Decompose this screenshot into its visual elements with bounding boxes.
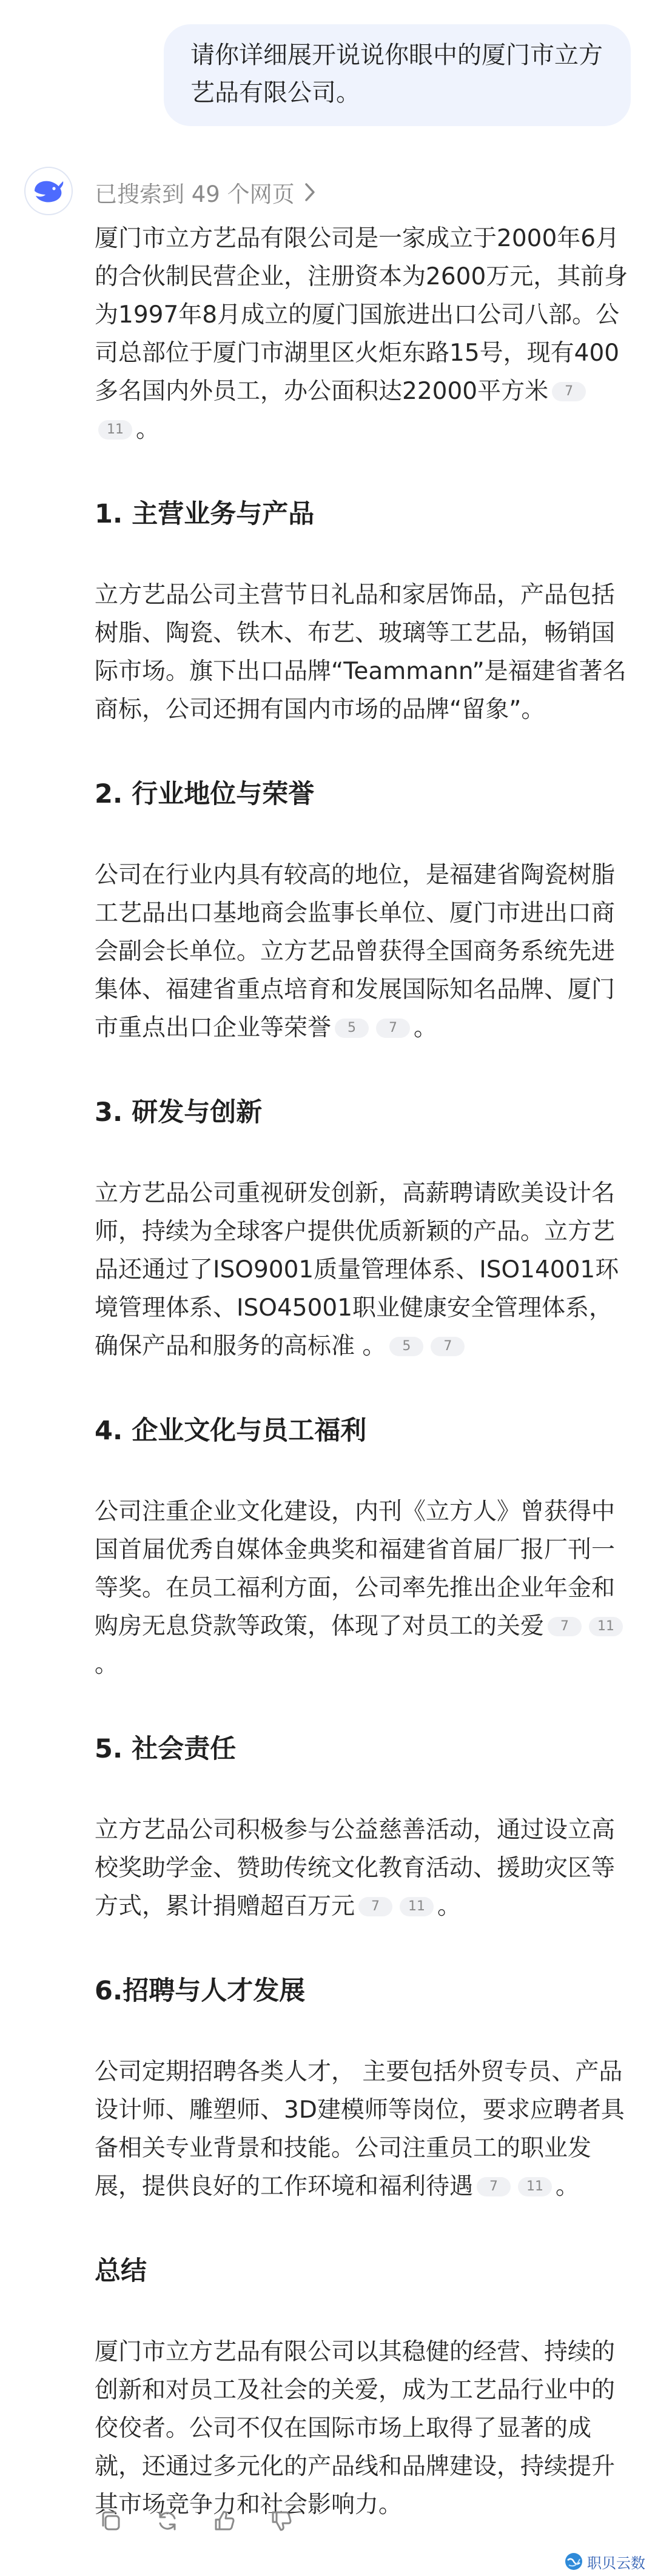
- citation-badge[interactable]: 11: [98, 420, 132, 440]
- chevron-right-icon: [303, 182, 317, 202]
- user-message-bubble: [164, 24, 631, 126]
- thumbs-up-button[interactable]: [209, 2506, 240, 2538]
- regenerate-button[interactable]: [152, 2506, 183, 2538]
- section-heading: 4. 企业文化与员工福利: [95, 1416, 367, 1446]
- paragraph-text: 厦门市立方艺品有限公司以其稳健的经营、持续的创新和对员工及社会的关爱，成为工艺品行业中的佼佼者。公司不仅在国际市场上取得了显著的成就，还通过多元化的产品线和品牌建设，持续提升其市场竞争力和社会影响力。: [95, 2338, 616, 2518]
- citation-badge[interactable]: 7: [431, 1337, 465, 1356]
- section-heading: 6.招聘与人才发展: [95, 1976, 306, 2006]
- search-results-toggle[interactable]: [95, 177, 317, 207]
- paragraph-tail: 。: [95, 1651, 119, 1678]
- citation-badge[interactable]: 7: [376, 1019, 410, 1038]
- message-actions: [95, 2504, 297, 2540]
- copy-button[interactable]: [95, 2506, 126, 2538]
- citation-badge[interactable]: 11: [518, 2177, 552, 2196]
- citation-badge[interactable]: 5: [335, 1019, 369, 1038]
- paragraph-tail: 。: [414, 1014, 438, 1042]
- paragraph-text: 公司定期招聘各类人才， 主要包括外贸专员、产品设计师、雕塑师、3D建模师等岗位，要求应聘者具备相关专业背景和技能。公司注重员工的职业发展，提供良好的工作环境和福利待遇: [95, 2058, 625, 2200]
- answer-paragraph: [95, 2053, 628, 2206]
- section-heading: 2. 行业地位与荣誉: [95, 779, 315, 809]
- paragraph-text: 立方艺品公司主营节日礼品和家居饰品，产品包括树脂、陶瓷、铁木、布艺、玻璃等工艺品，畅销国际市场。旗下出口品牌“Teammann”是福建省著名商标，公司还拥有国内市场的品牌“留象”。: [95, 581, 626, 723]
- citation-badge[interactable]: 7: [548, 1617, 582, 1636]
- assistant-avatar: [24, 167, 73, 215]
- section-heading: 1. 主营业务与产品: [95, 499, 315, 529]
- watermark-text: 职贝云数: [587, 2554, 645, 2572]
- citation-badge[interactable]: 11: [589, 1617, 623, 1636]
- paragraph-text: 立方艺品公司积极参与公益慈善活动，通过设立高校奖助学金、赞助传统文化教育活动、援助灾区等方式，累计捐赠超百万元: [95, 1816, 616, 1920]
- thumbs-down-button[interactable]: [266, 2506, 297, 2538]
- answer-paragraph: [95, 1811, 628, 1925]
- answer-paragraph: [95, 1174, 628, 1365]
- citation-badge[interactable]: 7: [358, 1897, 392, 1916]
- regenerate-icon: [155, 2509, 180, 2535]
- citation-badge[interactable]: 7: [477, 2177, 511, 2196]
- paragraph-tail: 。: [556, 2173, 580, 2200]
- answer-paragraph: [95, 2333, 628, 2524]
- whale-logo-icon: [32, 178, 65, 204]
- globe-logo-icon: [564, 2552, 583, 2571]
- watermark: [564, 2549, 645, 2574]
- copy-icon: [98, 2509, 123, 2535]
- paragraph-text: 厦门市立方艺品有限公司是一家成立于2000年6月的合伙制民营企业，注册资本为2600万元，其前身为1997年8月成立的厦门国旅进出口公司八部。公司总部位于厦门市湖里区火炬东路15号，现有400多名国内外员工，办公面积达22000平方米: [95, 225, 628, 405]
- citation-badge[interactable]: 11: [400, 1897, 434, 1916]
- citation-badge[interactable]: 5: [389, 1337, 423, 1356]
- paragraph-text: 公司在行业内具有较高的地位，是福建省陶瓷树脂工艺品出口基地商会监事长单位、厦门市进出口商会副会长单位。立方艺品曾获得全国商务系统先进集体、福建省重点培育和发展国际知名品牌、厦门市重点出口企业等荣誉: [95, 861, 616, 1042]
- section-heading: 3. 研发与创新: [95, 1097, 263, 1128]
- user-message-text: 请你详细展开说说你眼中的厦门市立方艺品有限公司。: [190, 41, 603, 107]
- paragraph-tail: 。: [136, 416, 160, 443]
- paragraph-text: 立方艺品公司重视研发创新，高薪聘请欧美设计名师，持续为全球客户提供优质新颖的产品。立方艺品还通过了ISO9001质量管理体系、ISO14001环境管理体系、ISO45001职业健康安全管理体系，确保产品和服务的高标准 。: [95, 1180, 619, 1360]
- answer-paragraph: [95, 856, 628, 1047]
- citation-badge[interactable]: 7: [552, 382, 586, 401]
- thumbs-down-icon: [269, 2509, 294, 2535]
- search-status-text: 已搜索到 49 个网页: [95, 181, 295, 207]
- assistant-answer: [95, 219, 628, 2571]
- section-heading: 5. 社会责任: [95, 1734, 237, 1764]
- paragraph-tail: 。: [437, 1893, 462, 1920]
- answer-paragraph: [95, 1493, 628, 1684]
- answer-paragraph: [95, 219, 628, 449]
- thumbs-up-icon: [212, 2509, 237, 2535]
- paragraph-text: 公司注重企业文化建设，内刊《立方人》曾获得中国首届优秀自媒体金典奖和福建省首届厂报厂刊一等奖。在员工福利方面，公司率先推出企业年金和购房无息贷款等政策，体现了对员工的关爱: [95, 1498, 616, 1640]
- section-heading: 总结: [95, 2256, 147, 2286]
- answer-paragraph: [95, 576, 628, 729]
